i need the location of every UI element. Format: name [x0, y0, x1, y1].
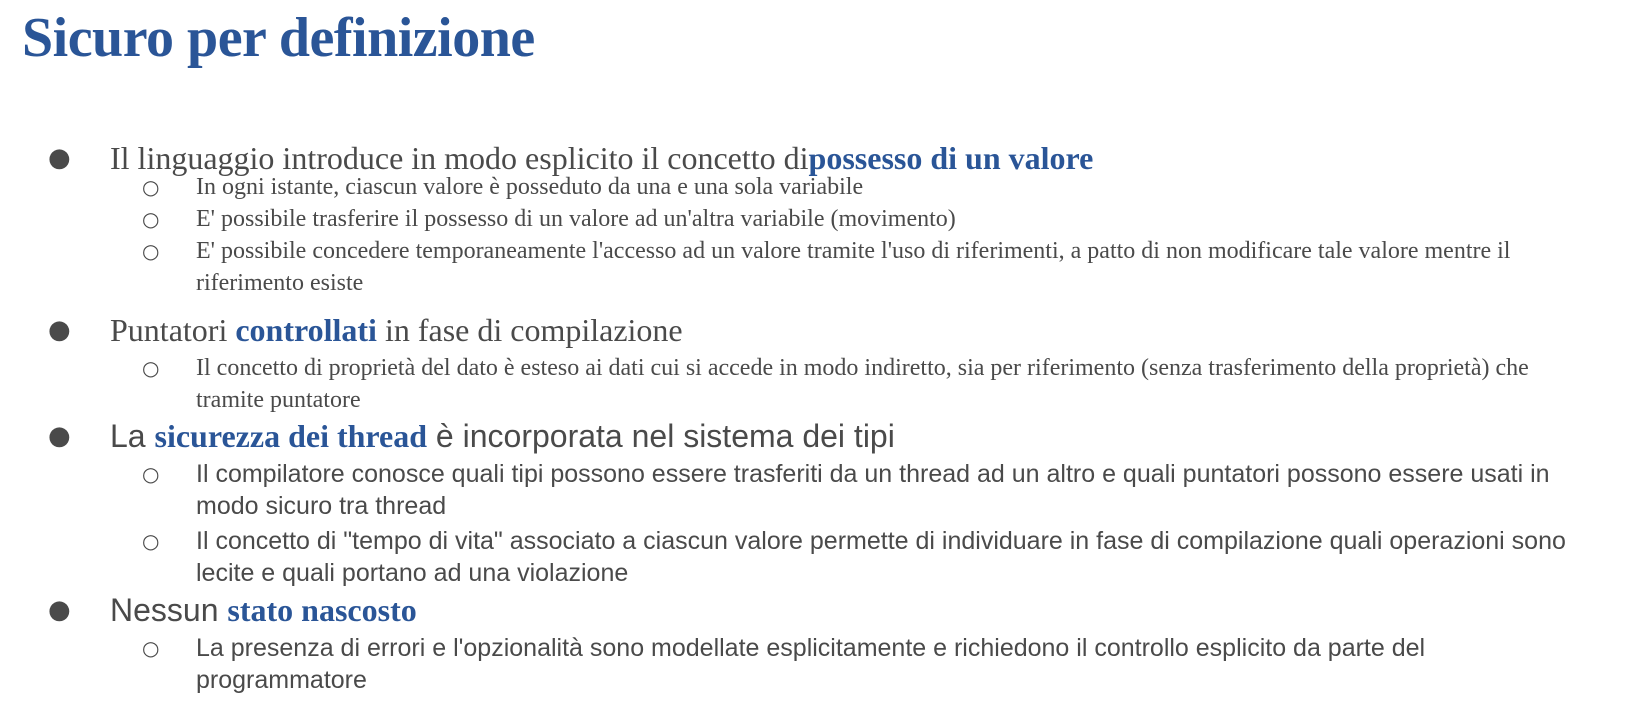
circle-bullet-icon: ○ — [142, 529, 160, 553]
bullet-text-after: è incorporata nel sistema dei tipi — [427, 418, 895, 454]
circle-bullet-icon: ○ — [142, 356, 160, 380]
bullet-text: La — [110, 418, 155, 454]
bullet-highlight: possesso di un valore — [808, 140, 1094, 176]
bullet-highlight: stato nascosto — [227, 592, 417, 628]
bullet-text-after: in fase di compilazione — [376, 312, 683, 348]
bullet-dot-icon: ● — [48, 421, 71, 451]
bullet-item — [48, 416, 895, 456]
bullet-dot-icon: ● — [48, 595, 71, 625]
bullet-highlight: sicurezza dei thread — [154, 418, 428, 454]
bullet-dot-icon: ● — [48, 143, 71, 173]
sub-bullet-text: Il concetto di "tempo di vita" associato a ciascun valore permette di individuare in fase di compilazione quali operazioni sono lecite e quali portano ad una violazione — [196, 527, 1566, 587]
bullet-dot-icon: ● — [48, 315, 71, 345]
sub-bullet-text: La presenza di errori e l'opzionalità sono modellate esplicitamente e richiedono il controllo esplicito da parte del programmatore — [196, 634, 1426, 694]
circle-bullet-icon: ○ — [142, 207, 160, 231]
circle-bullet-icon: ○ — [142, 239, 160, 263]
bullet-text: Puntatori — [110, 312, 236, 348]
sub-bullet-item — [142, 171, 1576, 203]
sub-bullet-item — [142, 525, 1576, 589]
slide-title: Sicuro per definizione — [22, 7, 535, 69]
circle-bullet-icon: ○ — [142, 175, 160, 199]
sub-bullet-text: Il compilatore conosce quali tipi possono essere trasferiti da un thread ad un altro e quali puntatori possono essere usati in modo sicuro tra thread — [196, 460, 1550, 520]
sub-bullet-text: E' possibile trasferire il possesso di un valore ad un'altra variabile (movimento) — [196, 206, 956, 232]
sub-bullet-item — [142, 203, 1576, 235]
circle-bullet-icon: ○ — [142, 462, 160, 486]
bullet-text: Nessun — [110, 592, 228, 628]
sub-bullet-item — [142, 458, 1576, 522]
sub-bullet-text: In ogni istante, ciascun valore è posseduto da una e una sola variabile — [196, 174, 864, 200]
circle-bullet-icon: ○ — [142, 636, 160, 660]
sub-bullet-item — [142, 632, 1576, 696]
sub-bullet-item — [142, 352, 1576, 416]
bullet-item — [48, 310, 683, 350]
sub-bullet-item — [142, 235, 1576, 299]
bullet-highlight: controllati — [235, 312, 377, 348]
bullet-item — [48, 590, 417, 630]
bullet-text: Il linguaggio introduce in modo esplicito il concetto di — [110, 140, 809, 176]
sub-bullet-text: Il concetto di proprietà del dato è esteso ai dati cui si accede in modo indiretto, sia per riferimento (senza trasferimento della proprietà) che tramite puntatore — [196, 355, 1529, 413]
sub-bullet-text: E' possibile concedere temporaneamente l'accesso ad un valore tramite l'uso di riferimenti, a patto di non modificare tale valore mentre il riferimento esiste — [196, 238, 1511, 296]
